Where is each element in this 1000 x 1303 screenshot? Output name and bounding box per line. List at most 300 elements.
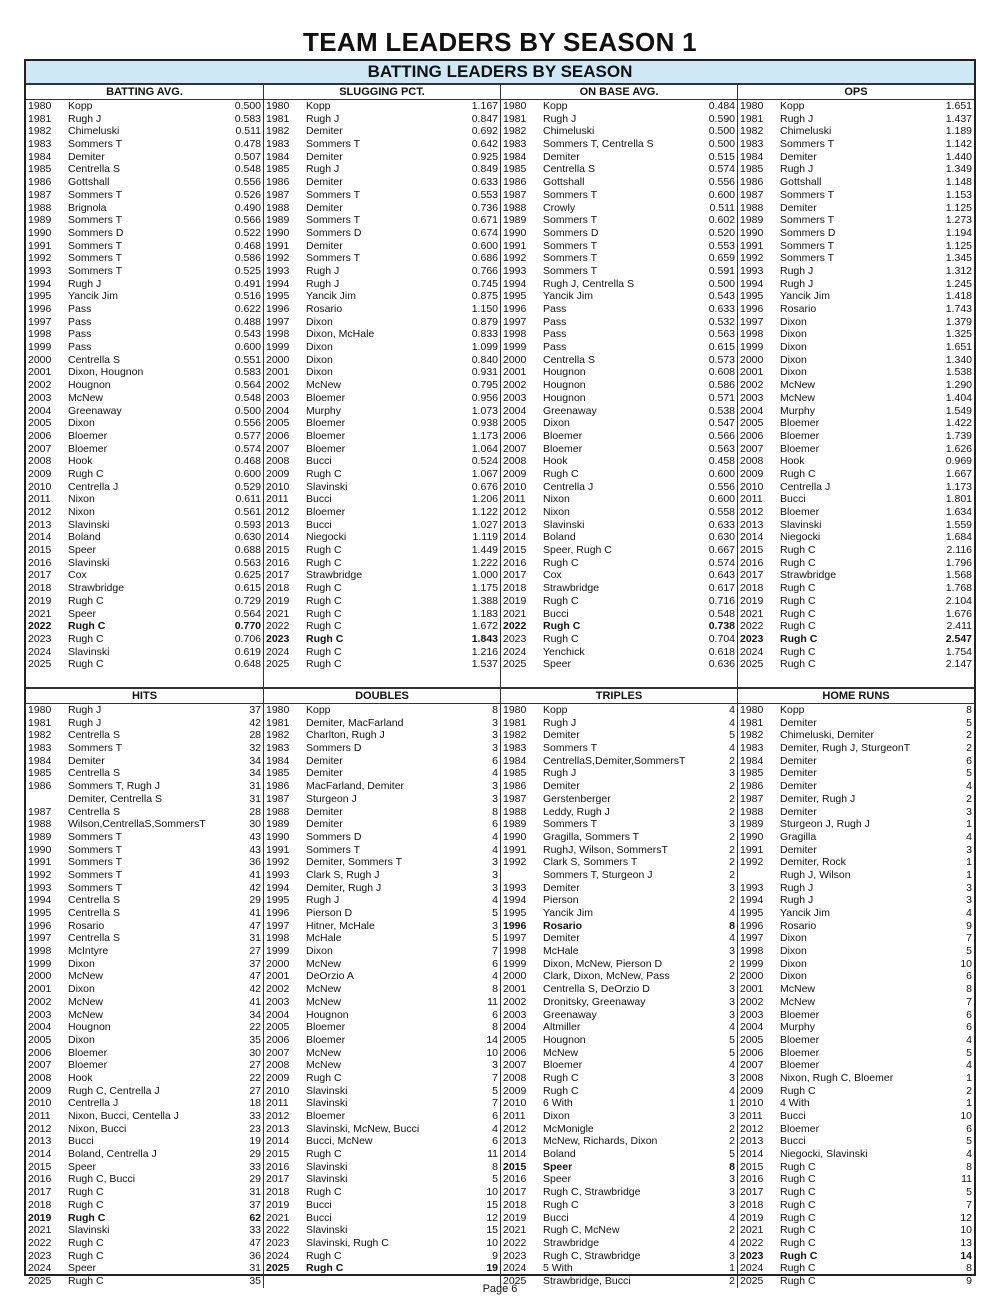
row-year: 1985 — [503, 767, 527, 780]
row-value: 0.590 — [708, 112, 735, 125]
row-player: Rugh C — [780, 1198, 816, 1211]
row-value: 5 — [966, 945, 972, 958]
table-row — [264, 1173, 500, 1186]
row-player: Yancik Jim — [543, 907, 593, 919]
row-year: 1992 — [740, 252, 764, 265]
row-year: 1998 — [740, 328, 764, 341]
row-value: 11 — [487, 995, 498, 1008]
row-player: Sommers T — [780, 214, 835, 227]
table-row — [738, 506, 974, 519]
row-value: 42 — [249, 716, 261, 729]
table-row — [264, 366, 500, 379]
row-value: 1.437 — [945, 112, 972, 125]
row-player: Sommers T — [68, 252, 123, 265]
row-year: 2015 — [503, 544, 527, 557]
row-year: 2000 — [266, 353, 290, 366]
row-value: 14 — [960, 1249, 972, 1262]
table-header: SLUGGING PCT. — [264, 85, 500, 100]
row-year: 1990 — [740, 830, 764, 843]
table-row — [26, 907, 263, 920]
row-value: 0.583 — [234, 366, 261, 379]
row-player: Kopp — [543, 704, 568, 716]
row-year: 2009 — [740, 467, 764, 480]
row-player: Rosario — [543, 919, 583, 932]
table-row — [738, 1186, 974, 1199]
table-row — [501, 290, 737, 303]
row-year: 2008 — [28, 455, 52, 468]
table-row — [738, 354, 974, 367]
row-year: 1998 — [266, 328, 290, 341]
table-row — [264, 1135, 500, 1148]
row-player: Cox — [543, 569, 562, 582]
row-year: 2012 — [28, 506, 52, 518]
row-player: Yancik Jim — [306, 290, 356, 303]
row-player: Demiter — [306, 125, 343, 138]
row-player: Sommers T — [68, 188, 123, 201]
row-player: Slavinski — [68, 1224, 110, 1237]
row-value: 0.674 — [471, 226, 498, 239]
row-value: 0.564 — [234, 379, 261, 392]
row-value: 33 — [249, 1224, 261, 1237]
row-value: 6 — [966, 1008, 972, 1021]
page-number: Page 6 — [482, 1283, 518, 1295]
row-year: 1991 — [503, 239, 527, 252]
row-year: 2021 — [28, 1224, 52, 1237]
table-row — [501, 793, 737, 806]
row-year: 1998 — [503, 328, 527, 341]
row-player: Speer — [543, 1173, 572, 1186]
table-row — [26, 316, 263, 329]
table-row — [26, 1148, 263, 1161]
table-row — [264, 970, 500, 983]
table-row — [26, 958, 263, 971]
row-value: 0.468 — [234, 455, 261, 468]
row-year: 2013 — [266, 518, 290, 531]
table-row — [264, 958, 500, 971]
row-value: 8 — [492, 983, 498, 996]
table-row — [738, 1097, 974, 1110]
row-year: 2002 — [28, 995, 52, 1008]
table-on-base-avg — [501, 85, 738, 687]
row-year: 2019 — [28, 594, 52, 607]
row-value: 3 — [492, 1059, 498, 1072]
row-value: 0.563 — [708, 442, 735, 455]
row-year: 1997 — [266, 919, 290, 932]
row-year: 1990 — [266, 830, 290, 843]
table-row — [501, 945, 737, 958]
row-value: 0.511 — [235, 125, 261, 138]
table-row — [738, 519, 974, 532]
row-year: 1992 — [266, 856, 290, 869]
row-year: 2002 — [503, 379, 527, 392]
row-year: 1996 — [28, 919, 52, 932]
row-player: Bloemer — [68, 1046, 108, 1059]
row-year: 1981 — [503, 112, 527, 125]
row-value: 0.618 — [708, 645, 735, 658]
row-player: Rugh C — [543, 620, 581, 633]
table-row — [501, 755, 737, 768]
row-player: Centrella S — [543, 353, 595, 366]
row-year: 2000 — [740, 353, 764, 366]
table-row — [501, 379, 737, 392]
row-player: McNew — [68, 970, 104, 983]
table-row — [501, 125, 737, 138]
row-value: 3 — [729, 945, 735, 958]
row-year: 1983 — [266, 138, 290, 151]
row-year: 2012 — [740, 506, 764, 518]
row-year: 1998 — [28, 945, 52, 958]
row-year: 2001 — [740, 983, 764, 996]
row-player: Hougnon — [306, 1008, 349, 1021]
row-year: 2004 — [740, 1021, 764, 1034]
row-player: Pass — [543, 328, 567, 341]
row-player: Rugh C — [780, 1262, 816, 1275]
row-year: 1981 — [266, 716, 290, 729]
table-row — [501, 1262, 737, 1275]
row-value: 1 — [966, 1071, 972, 1084]
row-value: 3 — [729, 995, 735, 1008]
row-year: 2003 — [740, 1008, 764, 1021]
row-year: 2016 — [503, 1173, 527, 1186]
row-player: Yenchick — [543, 645, 585, 658]
row-player: McNew, Richards, Dixon — [543, 1135, 658, 1148]
row-player: Murphy — [306, 404, 342, 417]
row-year: 2010 — [740, 480, 764, 493]
row-value: 8 — [966, 704, 972, 716]
row-value: 0.500 — [708, 125, 735, 138]
table-row — [738, 932, 974, 945]
row-value: 1.349 — [945, 163, 972, 176]
row-value: 1.222 — [471, 556, 498, 569]
row-value: 0.468 — [234, 239, 261, 252]
row-player: McNew — [68, 995, 104, 1008]
table-row — [501, 265, 737, 278]
table-row — [26, 806, 263, 819]
row-year: 2004 — [28, 1021, 52, 1034]
row-player: Hougnon — [543, 379, 586, 392]
row-year: 2017 — [266, 569, 290, 582]
row-value: 47 — [249, 970, 261, 983]
row-value: 1.340 — [945, 353, 972, 366]
row-year: 2009 — [28, 467, 52, 480]
row-player: Bucci — [306, 1211, 332, 1224]
row-player: Clark S, Rugh J — [306, 868, 380, 881]
row-player: McNew — [306, 1059, 342, 1072]
row-player: Speer — [543, 1160, 573, 1173]
row-player: Dixon, McNew, Pierson D — [543, 957, 663, 970]
row-player: Leddy, Rugh J — [543, 805, 610, 818]
row-year: 2009 — [266, 467, 290, 480]
table-row — [26, 1110, 263, 1123]
row-year: 2009 — [503, 467, 527, 480]
row-year: 2008 — [503, 455, 527, 468]
row-player: Rugh J — [68, 112, 102, 125]
row-value: 0.770 — [234, 620, 261, 633]
table-row — [501, 920, 737, 933]
row-player: Dixon — [780, 353, 807, 366]
table-row — [738, 818, 974, 831]
row-value: 5 — [729, 1033, 735, 1046]
table-row — [26, 1186, 263, 1199]
row-value: 2 — [729, 868, 735, 881]
row-player: Kopp — [543, 100, 568, 112]
row-player: Bloemer — [780, 442, 820, 455]
table-row — [501, 417, 737, 430]
row-player: Bucci — [306, 493, 332, 506]
table-row — [738, 595, 974, 608]
row-year: 2003 — [28, 391, 52, 404]
row-year: 2016 — [28, 1173, 52, 1186]
row-value: 0.566 — [708, 429, 735, 442]
row-player: Bloemer — [68, 442, 108, 455]
row-year: 2010 — [503, 480, 527, 493]
row-year: 2004 — [266, 1008, 290, 1021]
row-year: 1984 — [740, 150, 764, 163]
row-player: Rugh J — [780, 163, 814, 176]
row-player: Niegocki, Slavinski — [780, 1148, 868, 1161]
row-year: 2007 — [740, 1059, 764, 1072]
row-value: 0.573 — [708, 353, 735, 366]
row-value: 27 — [249, 945, 261, 958]
row-player: Pass — [543, 315, 567, 328]
row-player: Rugh C — [306, 1186, 342, 1199]
table-row — [264, 252, 500, 265]
table-row — [26, 620, 263, 633]
table-row — [264, 176, 500, 189]
table-row — [738, 894, 974, 907]
row-player: Bucci — [543, 607, 569, 620]
row-player: Kopp — [780, 704, 805, 716]
row-player: Rugh C — [543, 1071, 579, 1084]
row-value: 3 — [729, 881, 735, 894]
row-value: 10 — [960, 957, 972, 970]
row-player: Demiter — [306, 150, 343, 163]
row-year: 2024 — [503, 1262, 527, 1275]
table-row — [26, 1009, 263, 1022]
row-player: Yancik Jim — [780, 907, 830, 919]
row-year: 2007 — [503, 442, 527, 455]
row-year: 2019 — [503, 594, 527, 607]
row-value: 5 — [492, 932, 498, 945]
row-player: Bucci — [780, 1135, 806, 1148]
row-value: 5 — [492, 1084, 498, 1097]
row-value: 1.027 — [471, 518, 498, 531]
row-player: Centrella S — [68, 729, 120, 742]
table-row — [738, 493, 974, 506]
row-value: 1.216 — [471, 645, 498, 658]
row-year: 2019 — [740, 1211, 764, 1224]
row-player: Charlton, Rugh J — [306, 729, 385, 742]
row-player: Demiter — [780, 767, 817, 780]
row-year: 2006 — [740, 1046, 764, 1059]
table-row — [738, 1123, 974, 1136]
row-year: 2014 — [740, 1148, 764, 1161]
table-row — [26, 582, 263, 595]
row-value: 2 — [729, 780, 735, 793]
row-player: Rugh J — [780, 277, 814, 290]
row-value: 5 — [966, 1186, 972, 1199]
row-player: RughJ, Wilson, SommersT — [543, 843, 668, 856]
row-value: 0.551 — [234, 353, 261, 366]
table-row — [264, 1021, 500, 1034]
row-value: 1.122 — [471, 506, 498, 518]
row-value: 4 — [729, 716, 735, 729]
row-value: 2 — [729, 754, 735, 767]
row-value: 31 — [249, 792, 261, 805]
row-year: 1984 — [266, 754, 290, 767]
row-year: 1999 — [503, 341, 527, 354]
table-row — [264, 767, 500, 780]
row-value: 7 — [492, 1097, 498, 1110]
row-value: 3 — [729, 1186, 735, 1199]
row-year: 1994 — [28, 894, 52, 907]
row-player: Rugh J — [543, 112, 577, 125]
row-value: 0.564 — [234, 607, 261, 620]
row-year: 1987 — [503, 188, 527, 201]
table-row — [26, 818, 263, 831]
row-year: 1986 — [266, 780, 290, 793]
row-player: Rugh J — [306, 894, 340, 907]
row-value: 2 — [966, 729, 972, 742]
row-value: 34 — [249, 1008, 261, 1021]
row-year: 1985 — [28, 767, 52, 780]
row-player: Hook — [780, 455, 805, 468]
row-year: 2009 — [266, 1071, 290, 1084]
row-year: 1989 — [503, 214, 527, 227]
table-row — [738, 278, 974, 291]
row-value: 4 — [729, 1211, 735, 1224]
row-value: 2 — [729, 856, 735, 869]
row-player: CentrellaS,Demiter,SommersT — [543, 754, 686, 767]
row-value: 0.600 — [234, 467, 261, 480]
row-value: 1.175 — [471, 582, 498, 595]
table-doubles — [264, 689, 501, 1288]
row-value: 1 — [966, 1097, 972, 1110]
row-year: 1994 — [503, 277, 527, 290]
row-value: 0.516 — [234, 290, 261, 303]
row-player: McNew — [68, 391, 104, 404]
row-value: 10 — [486, 1046, 498, 1059]
table-row — [738, 531, 974, 544]
row-player: Sommers T — [68, 214, 123, 227]
row-value: 0.556 — [234, 417, 261, 430]
row-year: 2021 — [28, 607, 52, 620]
row-player: Demiter — [306, 201, 343, 214]
row-value: 5 — [966, 1135, 972, 1148]
row-year: 2009 — [28, 1084, 52, 1097]
table-row — [501, 582, 737, 595]
row-year: 1986 — [266, 176, 290, 189]
row-player: Demiter — [543, 729, 580, 742]
table-row — [264, 595, 500, 608]
row-year: 2003 — [266, 391, 290, 404]
row-player: Sommers T — [68, 868, 123, 881]
row-player: Sommers T — [306, 843, 361, 856]
table-row — [26, 793, 263, 806]
table-row — [738, 468, 974, 481]
row-value: 0.642 — [471, 138, 498, 151]
row-value: 1.325 — [945, 328, 972, 341]
row-player: Boland — [68, 531, 101, 544]
row-value: 36 — [249, 856, 261, 869]
row-year: 1987 — [28, 188, 52, 201]
table-row — [264, 481, 500, 494]
row-player: Dixon — [780, 341, 807, 354]
row-year: 1980 — [28, 704, 52, 716]
row-player: Pass — [68, 303, 92, 315]
row-value: 1.148 — [945, 176, 972, 189]
row-player: Rosario — [306, 303, 343, 315]
row-value: 6 — [492, 754, 498, 767]
row-year: 1988 — [28, 818, 52, 831]
table-row — [501, 316, 737, 329]
table-triples — [501, 689, 738, 1288]
row-player: Slavinski — [780, 518, 822, 531]
table-row — [264, 240, 500, 253]
row-year: 2008 — [503, 1071, 527, 1084]
table-row — [26, 608, 263, 621]
table-row — [26, 519, 263, 532]
table-row — [26, 932, 263, 945]
row-player: Slavinski, McNew, Bucci — [306, 1122, 420, 1135]
row-player: Bloemer — [306, 391, 346, 404]
row-value: 11 — [961, 1173, 972, 1186]
row-value: 9 — [966, 919, 972, 932]
table-row — [501, 608, 737, 621]
row-value: 6 — [966, 1021, 972, 1034]
table-row — [501, 729, 737, 742]
row-player: Pierson D — [306, 907, 353, 919]
row-value: 0.849 — [471, 163, 498, 176]
row-year: 1995 — [28, 907, 52, 919]
row-player: Demiter — [68, 754, 105, 767]
row-year: 2000 — [503, 970, 527, 983]
table-row — [26, 265, 263, 278]
row-value: 3 — [966, 843, 972, 856]
row-value: 0.956 — [471, 391, 498, 404]
row-player: Rugh C — [543, 556, 579, 569]
table-row — [26, 430, 263, 443]
table-row — [26, 970, 263, 983]
row-year: 1995 — [266, 290, 290, 303]
row-value: 1.796 — [945, 556, 972, 569]
table-row — [501, 780, 737, 793]
row-value: 4 — [729, 742, 735, 755]
row-value: 4 — [729, 1236, 735, 1249]
row-player: Rugh C, Bucci — [68, 1173, 136, 1186]
table-row — [26, 1085, 263, 1098]
row-player: Chimeluski, Demiter — [780, 729, 874, 742]
row-value: 3 — [492, 716, 498, 729]
row-player: Kopp — [306, 100, 331, 112]
row-value: 0.563 — [234, 556, 261, 569]
table-row — [738, 755, 974, 768]
row-value: 0.833 — [471, 328, 498, 341]
row-value: 1.537 — [471, 658, 498, 671]
table-row — [501, 1148, 737, 1161]
table-row — [264, 163, 500, 176]
table-row — [264, 138, 500, 151]
row-year: 2025 — [503, 658, 527, 671]
table-row — [501, 544, 737, 557]
row-value: 4 — [966, 1033, 972, 1046]
row-year: 1987 — [28, 805, 52, 818]
row-player: Demiter — [306, 239, 343, 252]
table-row — [264, 493, 500, 506]
row-player: Hook — [543, 455, 568, 468]
row-year: 1986 — [28, 780, 52, 793]
row-player: Centrella J — [68, 1097, 119, 1110]
